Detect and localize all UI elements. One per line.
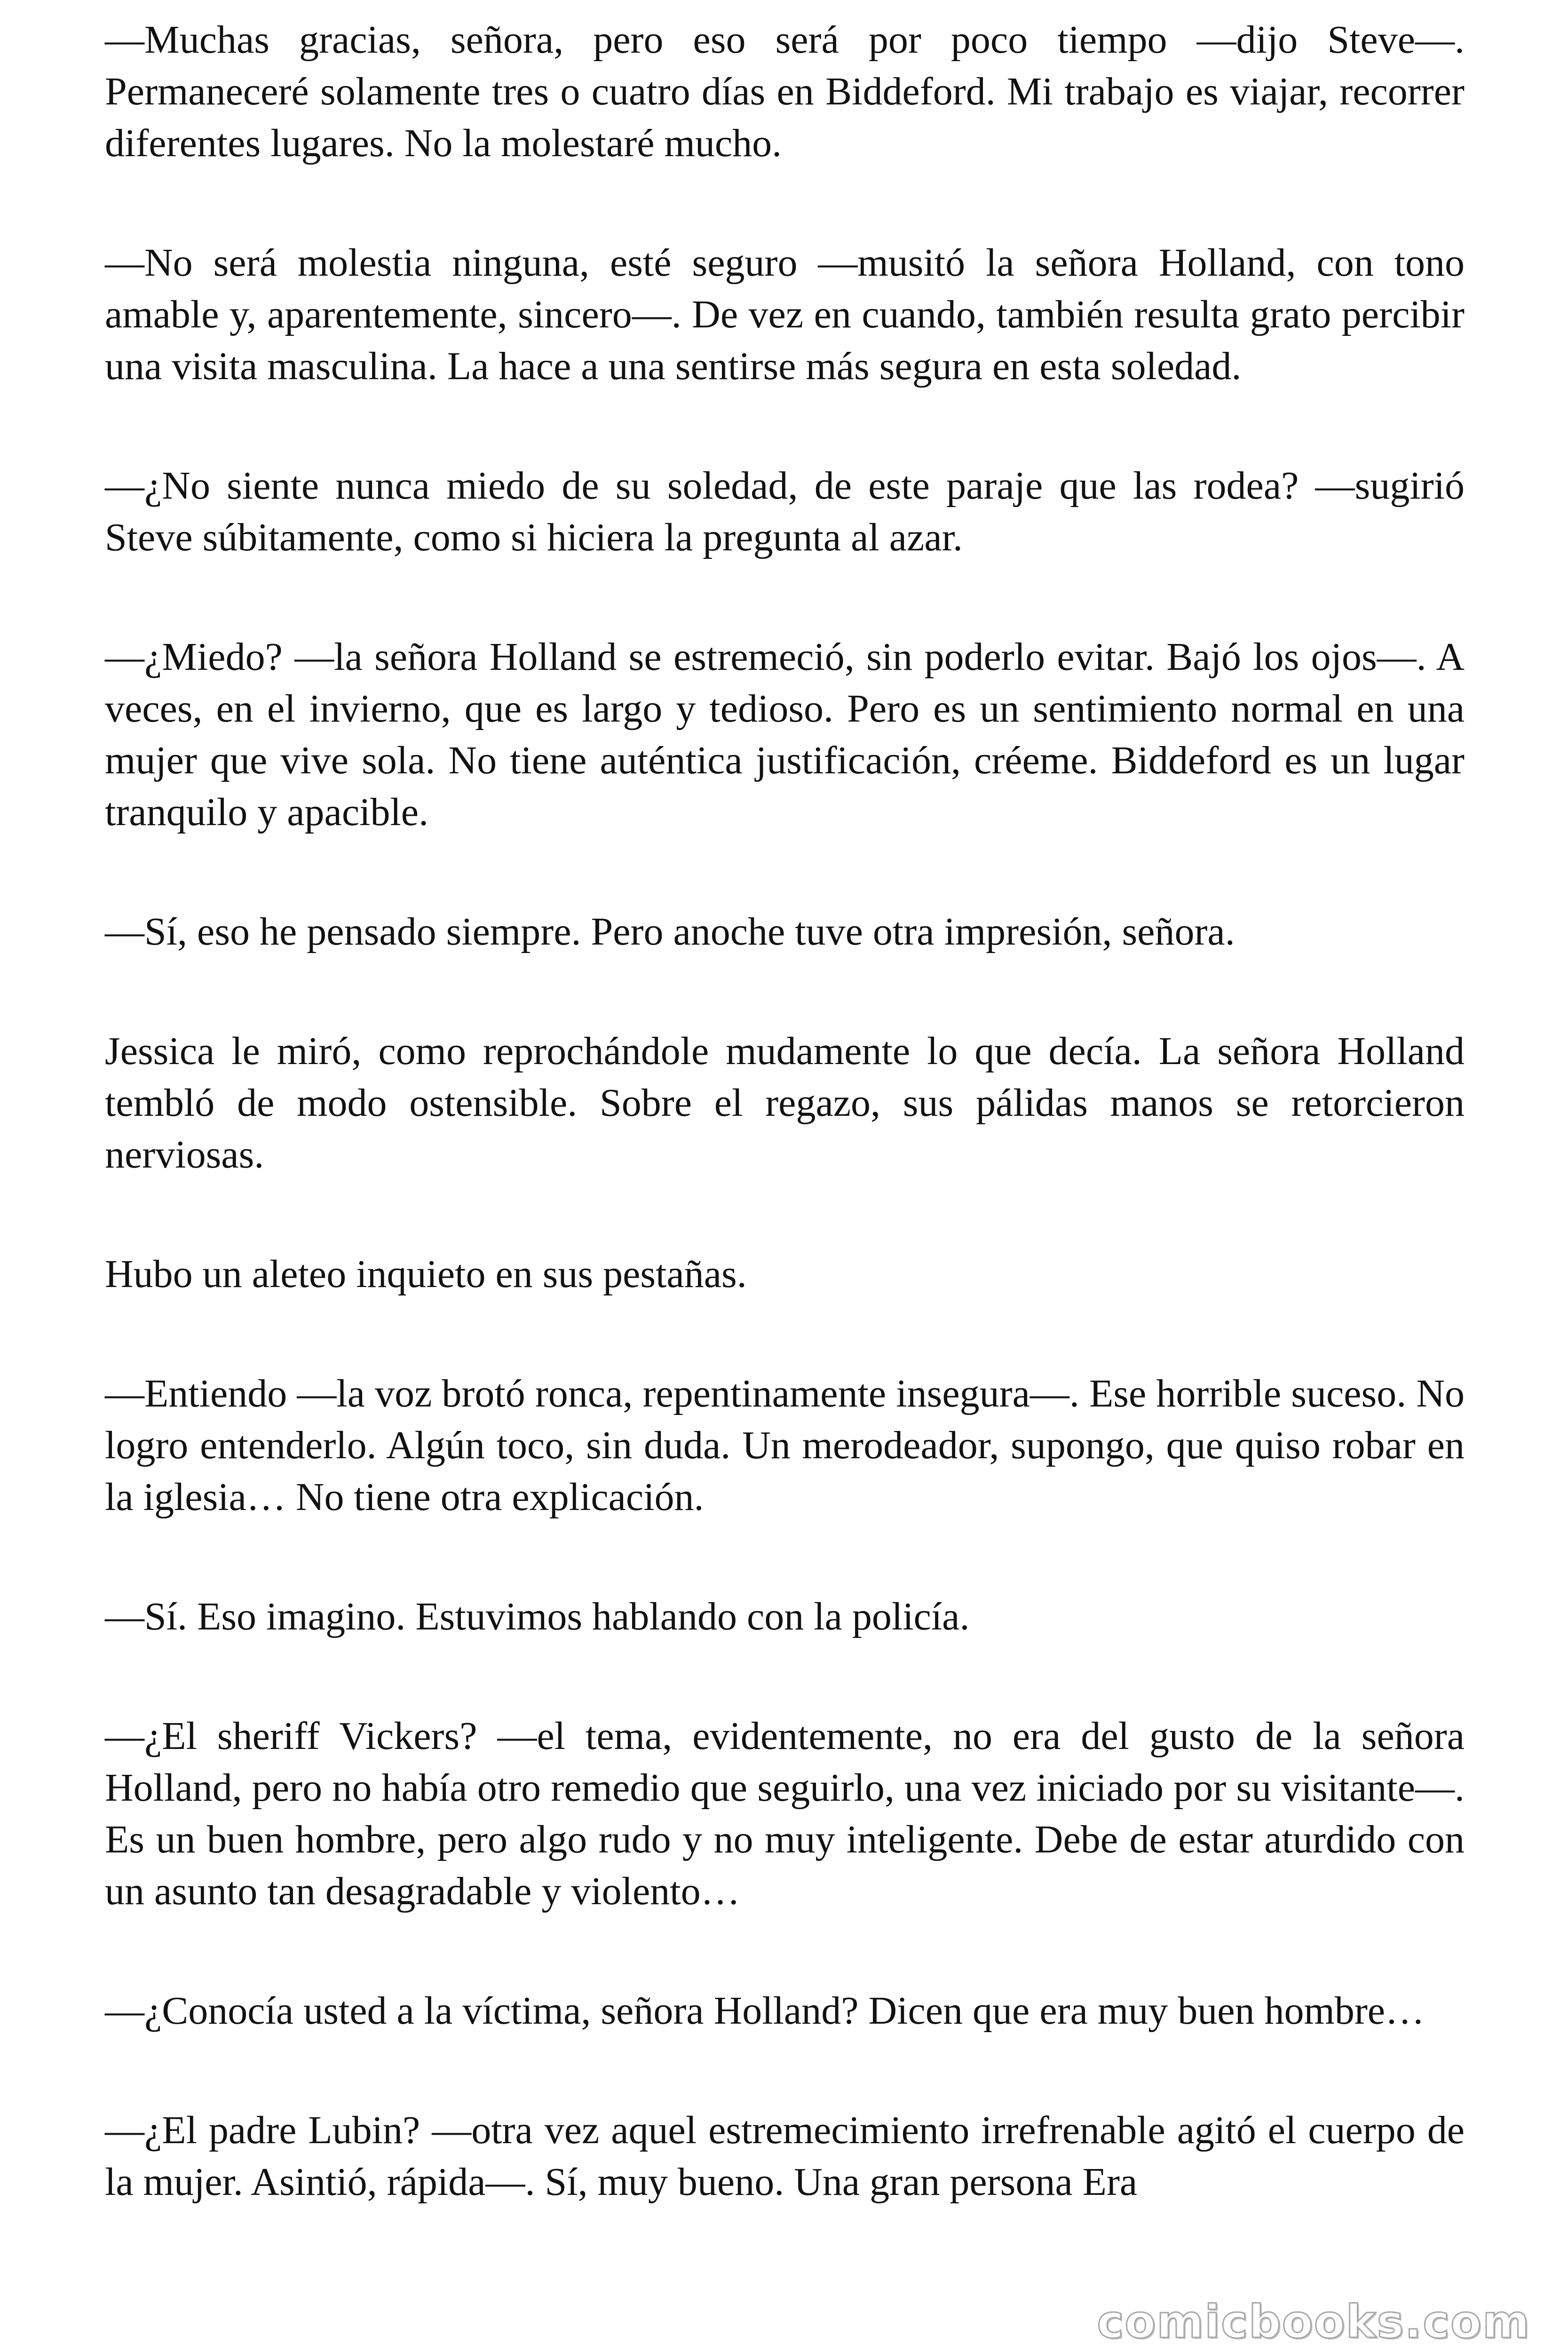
paragraph: —¿El sheriff Vickers? —el tema, evidentemente, no era del gusto de la señora Holland, pero no había otro remedio que seguirlo, una vez iniciado por su visitante—. Es un buen hombre, pero algo rudo y no muy inteligente. Debe de estar aturdido con un asunto tan desagradable y violento…: [105, 1714, 1465, 1913]
paragraph: —¿Conocía usted a la víctima, señora Holland? Dicen que era muy buen hombre…: [105, 1989, 1425, 2033]
paragraph: —Sí. Eso imagino. Estuvimos hablando con la policía.: [105, 1595, 970, 1638]
paragraph: —¿El padre Lubin? —otra vez aquel estremecimiento irrefrenable agitó el cuerpo de la mujer. Asintió, rápida—. Sí, muy bueno. Una gran persona Era: [105, 2108, 1465, 2204]
paragraph: —Muchas gracias, señora, pero eso será por poco tiempo —dijo Steve—. Permaneceré solamente tres o cuatro días en Biddeford. Mi trabajo es viajar, recorrer diferentes lugares. No la molestaré mucho.: [105, 18, 1465, 165]
paragraph: —Entiendo —la voz brotó ronca, repentinamente insegura—. Ese horrible suceso. No logro entenderlo. Algún toco, sin duda. Un merodeador, supongo, que quiso robar en la iglesia… No tiene otra explicación.: [105, 1372, 1465, 1519]
watermark-logo: comicbooks.com: [1097, 2296, 1530, 2348]
paragraph: Hubo un aleteo inquieto en sus pestañas.: [105, 1252, 747, 1296]
paragraph: —Sí, eso he pensado siempre. Pero anoche tuve otra impresión, señora.: [105, 910, 1235, 954]
paragraph: Jessica le miró, como reprochándole mudamente lo que decía. La señora Holland tembló de modo ostensible. Sobre el regazo, sus pálidas manos se retorcieron nerviosas.: [105, 1029, 1465, 1176]
paragraph: —No será molestia ninguna, esté seguro —musitó la señora Holland, con tono amable y, aparentemente, sincero—. De vez en cuando, también resulta grato percibir una visita masculina. La hace a una sentirse más segura en esta soledad.: [105, 241, 1465, 388]
paragraph: —¿Miedo? —la señora Holland se estremeció, sin poderlo evitar. Bajó los ojos—. A veces, en el invierno, que es largo y tedioso. Pero es un sentimiento normal en una mujer que vive sola. No tiene auténtica justificación, créeme. Biddeford es un lugar tranquilo y apacible.: [105, 635, 1465, 834]
paragraph: —¿No siente nunca miedo de su soledad, de este paraje que las rodea? —sugirió Steve súbitamente, como si hiciera la pregunta al azar.: [105, 464, 1465, 559]
text-column: [105, 14, 1465, 2208]
